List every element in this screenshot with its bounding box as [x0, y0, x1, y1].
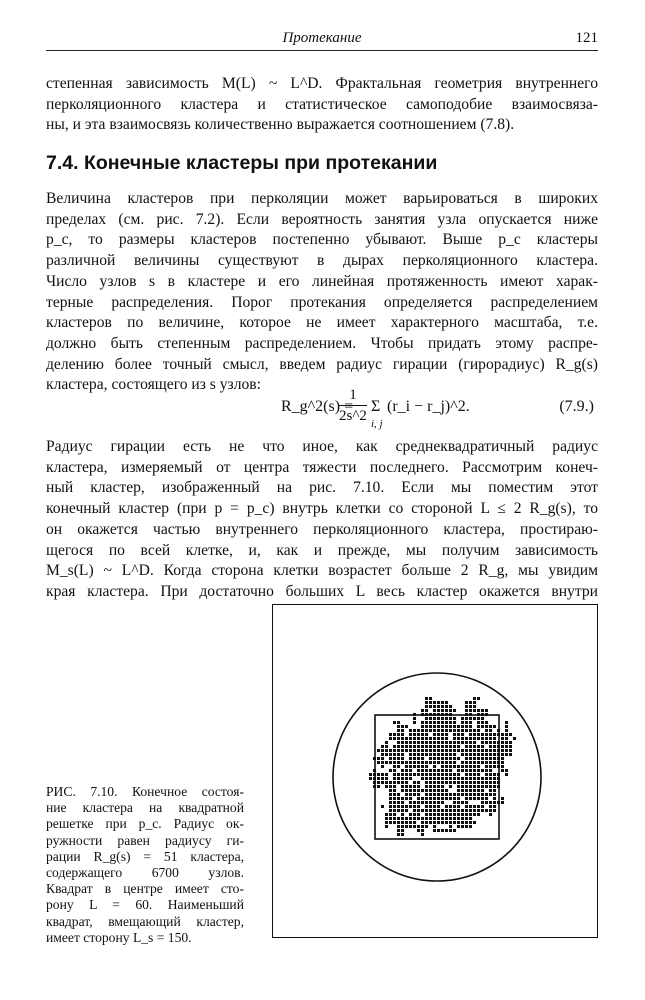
fraction-numerator: 1 — [349, 387, 357, 403]
text-line: M_s(L) ~ L^D. Когда сторона клетки возрастет больше 2 R_g, мы увидим — [46, 562, 598, 580]
caption-line: РИС. 7.10. Конечное состоя- — [46, 784, 244, 799]
text-line: Число узлов s в кластере и его линейная протяженность имеют харак- — [46, 272, 598, 290]
equation-number: (7.9.) — [559, 398, 594, 415]
text-line: края кластера. При достаточно больших L весь кластер окажется внутри — [46, 582, 598, 600]
equation-lhs: R_g^2(s) = — [281, 398, 354, 415]
section-heading: 7.4. Конечные кластеры при протекании — [46, 152, 438, 174]
text-line: кластера, измеряемый от центра тяжести последнего. Рассмотрим конеч- — [46, 458, 598, 476]
text-line: p_c, то размеры кластеров постепенно убывают. Выше p_c кластеры — [46, 231, 598, 249]
paragraph-gyration-radius — [46, 437, 598, 603]
text-line: делению более точный смысл, введем радиус гирации (гирорадиус) R_g(s) — [46, 355, 598, 373]
paragraph-cluster-size — [46, 189, 598, 396]
text-line: кластера, состоящего из s узлов: — [46, 376, 261, 394]
header-rule — [46, 50, 598, 51]
text-line: ны, и эта взаимосвязь количественно выражается соотношением (7.8). — [46, 116, 515, 134]
text-line: щегося по всей клетке, и, как и прежде, мы получим зависимость — [46, 541, 598, 559]
running-head-title: Протекание — [282, 30, 362, 46]
caption-line: Квадрат в центре имеет сто- — [46, 881, 244, 897]
text-line: Величина кластеров при перколяции может варьироваться в широких — [46, 190, 598, 207]
figure-caption — [46, 784, 244, 946]
text-line: различной величины существуют в дырах перколяционного кластера. — [46, 252, 598, 270]
text-line: Радиус гирации есть не что иное, как среднеквадратичный радиус — [46, 438, 598, 455]
sum-subscript: i, j — [371, 418, 383, 430]
caption-line: ружности равен радиусу ги- — [46, 832, 244, 848]
text-line: должно быть степенным распределением. Чтобы придать этому распре- — [46, 334, 598, 352]
caption-line: имеет сторону L_s = 150. — [46, 929, 192, 945]
fraction-bar — [339, 405, 367, 406]
text-line: пределах (см. рис. 7.2). Если вероятность занятия узла опускается ниже — [46, 210, 598, 228]
fraction-denominator: 2s^2 — [339, 408, 367, 424]
sum-symbol: Σ — [371, 398, 381, 415]
intro-paragraph — [46, 74, 598, 136]
text-line: конечный кластер (при p = p_c) внутрь клетки со стороной L ≤ 2 R_g(s), то — [46, 500, 598, 518]
figure-7-10 — [272, 604, 598, 938]
text-line: ный кластер, изображенный на рис. 7.10. Если мы поместим этот — [46, 479, 598, 497]
text-line: кластеров по величине, которое не имеет характерного масштаба, т.е. — [46, 314, 598, 332]
percolation-cluster-image — [273, 605, 597, 937]
caption-line: ние кластера на квадратной — [46, 800, 244, 816]
caption-line: решетке при p_c. Радиус ок- — [46, 816, 244, 832]
text-line: терные распределения. Порог протекания определяется распределением — [46, 293, 598, 311]
equation-summand: (r_i − r_j)^2. — [387, 398, 470, 415]
equation-7-9 — [46, 380, 598, 432]
running-head — [46, 28, 598, 48]
caption-line: рону L = 60. Наименьший — [46, 897, 244, 913]
caption-line: содержащего 6700 узлов. — [46, 865, 244, 881]
page-number: 121 — [575, 30, 598, 46]
text-line: степенная зависимость M(L) ~ L^D. Фрактальная геометрия внутреннего — [46, 75, 598, 92]
equation-fraction — [339, 386, 367, 425]
cluster-sites — [369, 697, 516, 836]
text-line: перколяционного кластера и статистическое самоподобие взаимосвяза- — [46, 95, 598, 113]
caption-line: квадрат, вмещающий кластер, — [46, 913, 244, 929]
text-line: он окажется частью внутреннего перколяционного кластера, простираю- — [46, 520, 598, 538]
caption-line: рации R_g(s) = 51 кластера, — [46, 848, 244, 864]
